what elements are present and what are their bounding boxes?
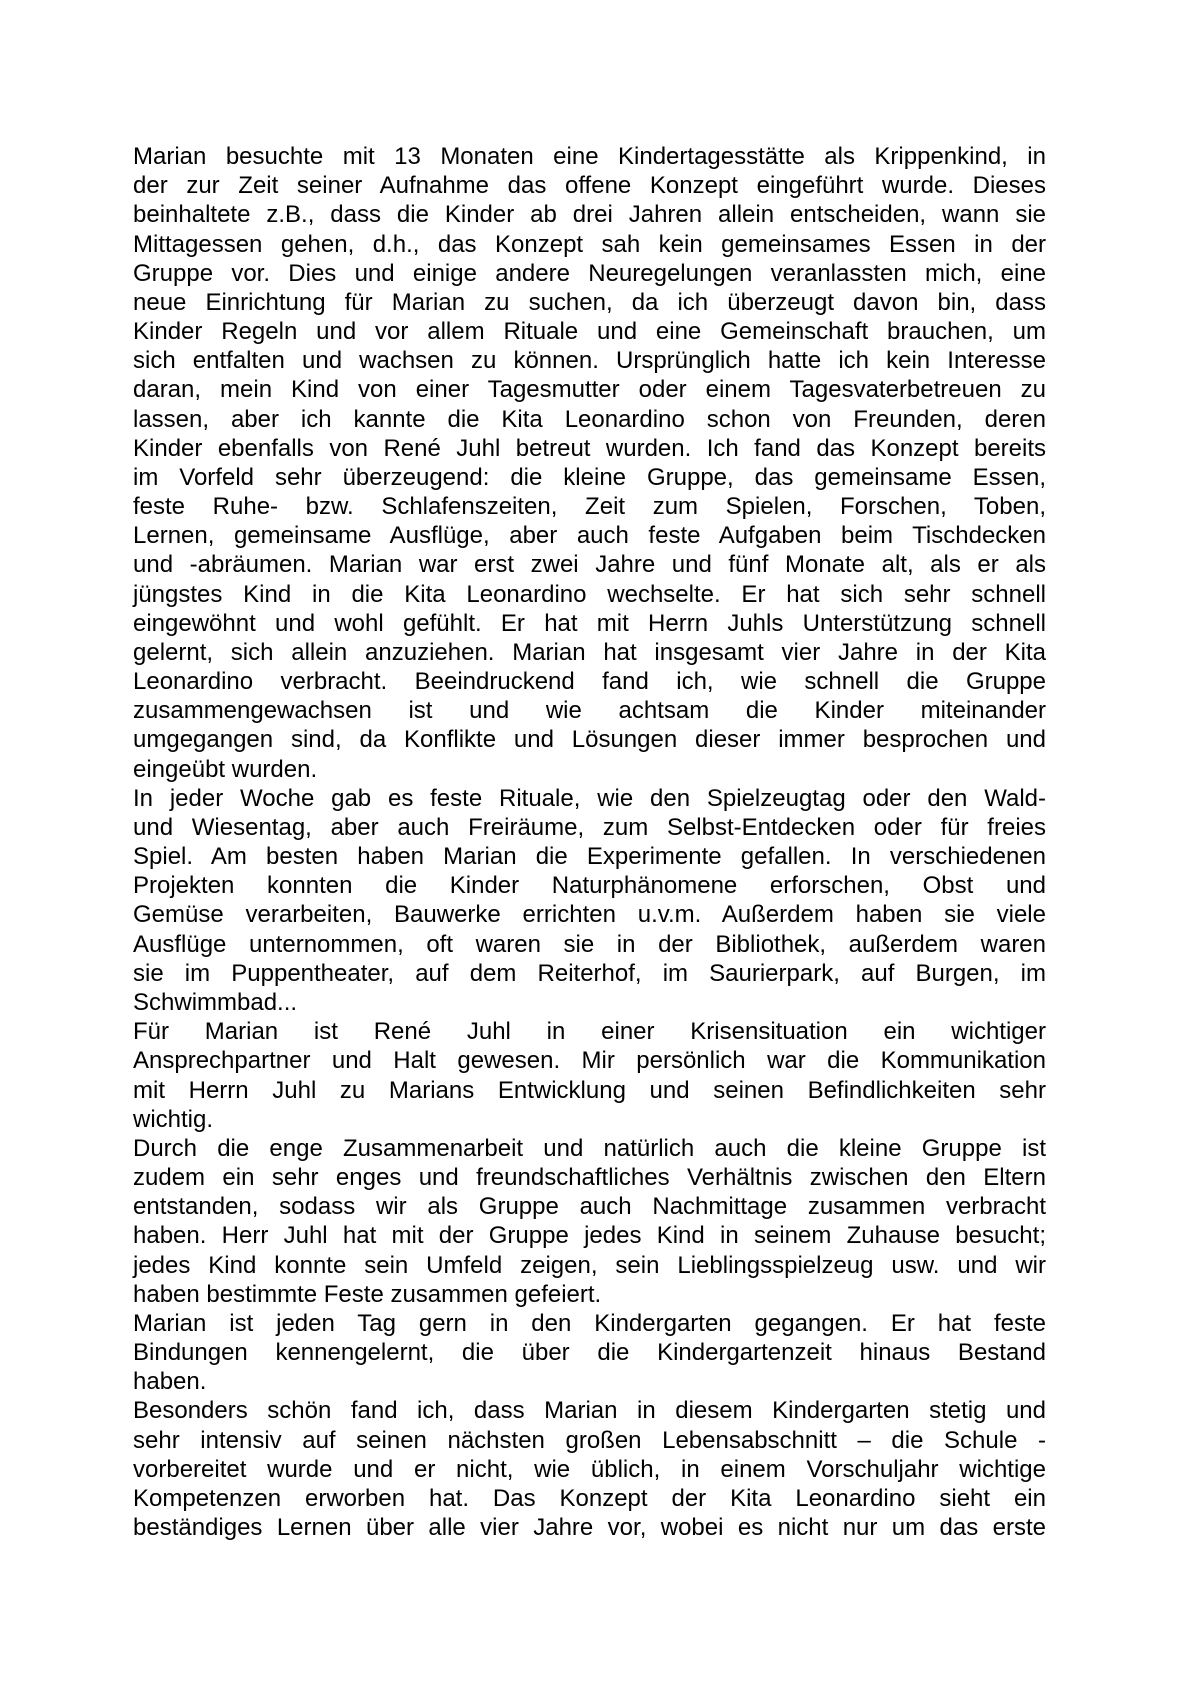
text-line: Marian ist jeden Tag gern in den Kindergarten gegangen. Er hat feste xyxy=(133,1309,1046,1337)
text-line: gelernt, sich allein anzuziehen. Marian hat insgesamt vier Jahre in der Kita xyxy=(133,638,1046,666)
text-line: entstanden, sodass wir als Gruppe auch Nachmittage zusammen verbracht xyxy=(133,1193,1046,1221)
text-line: zusammengewachsen ist und wie achtsam die Kinder miteinander xyxy=(133,697,1046,725)
paragraph xyxy=(133,1396,1046,1542)
text-line: Ausflüge unternommen, oft waren sie in der Bibliothek, außerdem waren xyxy=(133,930,1046,958)
text-line: und Wiesentag, aber auch Freiräume, zum Selbst-Entdecken oder für freies xyxy=(133,813,1046,841)
text-line: Bindungen kennengelernt, die über die Kindergartenzeit hinaus Bestand xyxy=(133,1339,1046,1367)
paragraph xyxy=(133,142,1046,784)
text-line: Für Marian ist René Juhl in einer Krisensituation ein wichtiger xyxy=(133,1018,1046,1046)
text-line: umgegangen sind, da Konflikte und Lösungen dieser immer besprochen und xyxy=(133,726,1046,754)
paragraph xyxy=(133,1134,1046,1309)
text-line: sehr intensiv auf seinen nächsten großen Lebensabschnitt – die Schule - xyxy=(133,1426,1046,1454)
text-line: wichtig. xyxy=(133,1105,214,1133)
text-line: sich entfalten und wachsen zu können. Ursprünglich hatte ich kein Interesse xyxy=(133,347,1046,375)
text-line: eingeübt wurden. xyxy=(133,755,318,783)
text-line: sie im Puppentheater, auf dem Reiterhof, im Saurierpark, auf Burgen, im xyxy=(133,959,1046,987)
text-line: zudem ein sehr enges und freundschaftliches Verhältnis zwischen den Eltern xyxy=(133,1164,1046,1192)
text-line: beinhaltete z.B., dass die Kinder ab drei Jahren allein entscheiden, wann sie xyxy=(133,201,1046,229)
text-line: Ansprechpartner und Halt gewesen. Mir persönlich war die Kommunikation xyxy=(133,1047,1046,1075)
text-block xyxy=(133,142,1046,1542)
text-line: feste Ruhe- bzw. Schlafenszeiten, Zeit zum Spielen, Forschen, Toben, xyxy=(133,493,1046,521)
text-line: jedes Kind konnte sein Umfeld zeigen, sein Lieblingsspielzeug usw. und wir xyxy=(133,1251,1046,1279)
text-line: haben bestimmte Feste zusammen gefeiert. xyxy=(133,1280,602,1308)
text-line: Besonders schön fand ich, dass Marian in diesem Kindergarten stetig und xyxy=(133,1397,1046,1425)
text-line: vorbereitet wurde und er nicht, wie üblich, in einem Vorschuljahr wichtige xyxy=(133,1455,1046,1483)
paragraph xyxy=(133,1309,1046,1397)
text-line: lassen, aber ich kannte die Kita Leonardino schon von Freunden, deren xyxy=(133,405,1046,433)
text-line: jüngstes Kind in die Kita Leonardino wechselte. Er hat sich sehr schnell xyxy=(133,580,1046,608)
text-line: In jeder Woche gab es feste Rituale, wie den Spielzeugtag oder den Wald- xyxy=(133,784,1046,812)
text-line: Gemüse verarbeiten, Bauwerke errichten u.v.m. Außerdem haben sie viele xyxy=(133,901,1046,929)
text-line: eingewöhnt und wohl gefühlt. Er hat mit Herrn Juhls Unterstützung schnell xyxy=(133,609,1046,637)
text-line: Kinder Regeln und vor allem Rituale und eine Gemeinschaft brauchen, um xyxy=(133,318,1046,346)
text-line: Kinder ebenfalls von René Juhl betreut wurden. Ich fand das Konzept bereits xyxy=(133,434,1046,462)
text-line: haben. Herr Juhl hat mit der Gruppe jedes Kind in seinem Zuhause besucht; xyxy=(133,1222,1046,1250)
paragraph xyxy=(133,784,1046,1017)
text-line: neue Einrichtung für Marian zu suchen, da ich überzeugt davon bin, dass xyxy=(133,288,1046,316)
text-line: Mittagessen gehen, d.h., das Konzept sah kein gemeinsames Essen in der xyxy=(133,230,1046,258)
paragraph xyxy=(133,1017,1046,1134)
text-line: Spiel. Am besten haben Marian die Experimente gefallen. In verschiedenen xyxy=(133,843,1046,871)
text-line: der zur Zeit seiner Aufnahme das offene Konzept eingeführt wurde. Dieses xyxy=(133,172,1046,200)
text-line: Leonardino verbracht. Beeindruckend fand ich, wie schnell die Gruppe xyxy=(133,668,1046,696)
text-line: Lernen, gemeinsame Ausflüge, aber auch feste Aufgaben beim Tischdecken xyxy=(133,522,1046,550)
text-line: Projekten konnten die Kinder Naturphänomene erforschen, Obst und xyxy=(133,872,1046,900)
text-line: beständiges Lernen über alle vier Jahre vor, wobei es nicht nur um das erste xyxy=(133,1514,1046,1542)
text-line: mit Herrn Juhl zu Marians Entwicklung und seinen Befindlichkeiten sehr xyxy=(133,1076,1046,1104)
text-line: daran, mein Kind von einer Tagesmutter oder einem Tagesvaterbetreuen zu xyxy=(133,376,1046,404)
text-line: haben. xyxy=(133,1368,207,1396)
text-line: Durch die enge Zusammenarbeit und natürlich auch die kleine Gruppe ist xyxy=(133,1134,1046,1162)
text-line: und -abräumen. Marian war erst zwei Jahre und fünf Monate alt, als er als xyxy=(133,551,1046,579)
text-line: Schwimmbad... xyxy=(133,988,298,1016)
text-line: im Vorfeld sehr überzeugend: die kleine Gruppe, das gemeinsame Essen, xyxy=(133,463,1046,491)
text-line: Kompetenzen erworben hat. Das Konzept der Kita Leonardino sieht ein xyxy=(133,1484,1046,1512)
text-line: Gruppe vor. Dies und einige andere Neuregelungen veranlassten mich, eine xyxy=(133,259,1046,287)
text-line: Marian besuchte mit 13 Monaten eine Kindertagesstätte als Krippenkind, in xyxy=(133,143,1046,170)
